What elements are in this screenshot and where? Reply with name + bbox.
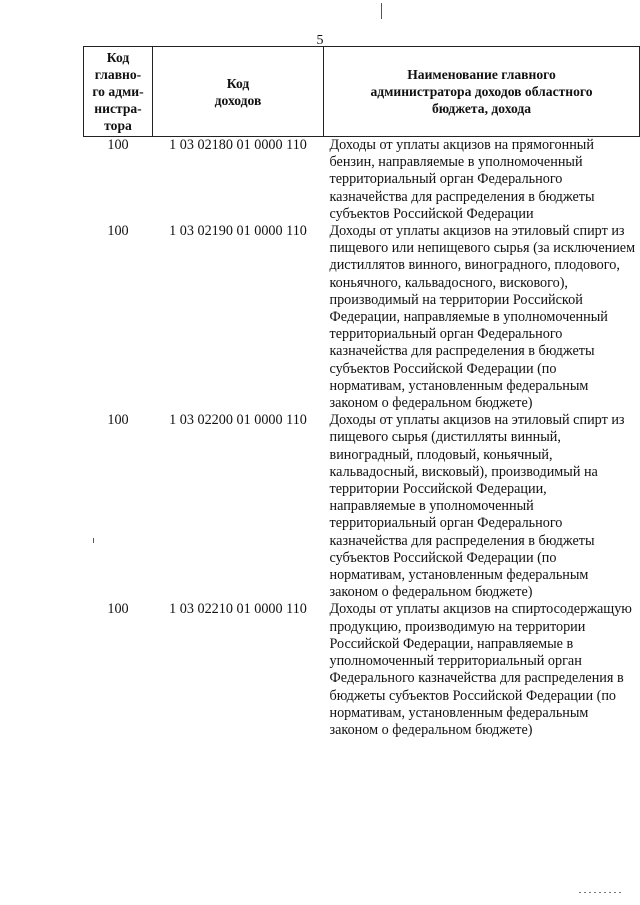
income-admin-table xyxy=(83,46,640,739)
header-name-line: бюджета, дохода xyxy=(431,101,532,116)
scan-artifact-mark xyxy=(579,892,623,893)
income-name-cell: Доходы от уплаты акцизов на этиловый спирт из пищевого или непищевого сырья (за исключением дистиллятов винного, виноградного, плодового, коньячного, кальвадосного, вискового), производимый на территории Российской Федерации, направляемые в уполномоченный территориальный орган Федерального казначейства для распределения в бюджеты субъектов Российской Федерации (по нормативам, установленным федеральным законом о федеральном бюджете) xyxy=(329,223,636,412)
income-code-cell: 1 03 02200 01 0000 110 xyxy=(169,412,307,429)
header-name-line: Наименование главного xyxy=(407,67,556,82)
page-number: 5 xyxy=(316,33,324,48)
header-admin-code-line: нистра- xyxy=(94,101,142,116)
table-row xyxy=(84,601,640,739)
income-name-cell: Доходы от уплаты акцизов на прямогонный бензин, направляемые в уполномоченный территориальный орган Федерального казначейства для распределения в бюджеты субъектов Российской Федерации xyxy=(329,137,595,222)
admin-code-cell: 100 xyxy=(107,223,129,240)
header-name-line: администратора доходов областного xyxy=(370,84,593,99)
header-income-code-line: доходов xyxy=(214,92,262,108)
admin-code-cell: 100 xyxy=(107,412,129,429)
header-admin-code-line: го адми- xyxy=(92,84,144,99)
header-admin-code xyxy=(84,47,153,137)
scan-artifact-mark xyxy=(381,3,382,19)
table-row xyxy=(84,412,640,601)
admin-code-cell: 100 xyxy=(107,601,129,618)
income-code-cell: 1 03 02210 01 0000 110 xyxy=(169,601,307,618)
income-code-cell: 1 03 02190 01 0000 110 xyxy=(169,223,307,240)
table-row xyxy=(84,137,640,224)
header-name xyxy=(324,47,640,137)
income-name-cell: Доходы от уплаты акцизов на этиловый спирт из пищевого сырья (дистилляты винный, виноградный, плодовый, коньячный, кальвадосный, висковый), производимый на территории Российской Федерации, направляемые в уполномоченный территориальный орган Федерального казначейства для распределения в бюджеты субъектов Российской Федерации (по нормативам, установленным федеральным законом о федеральном бюджете) xyxy=(329,412,625,601)
table-header-row xyxy=(84,47,640,137)
admin-code-cell: 100 xyxy=(107,137,129,153)
header-admin-code-line: тора xyxy=(104,118,132,133)
header-income-code-line: Код xyxy=(226,75,250,91)
income-name-cell: Доходы от уплаты акцизов на спиртосодержащую продукцию, производимую на территории Российской Федерации, направляемые в уполномоченный территориальный орган Федерального казначейства для распределения в бюджеты субъектов Российской Федерации (по нормативам, установленным федеральным законом о федеральном бюджете) xyxy=(329,601,632,738)
income-code-cell: 1 03 02180 01 0000 110 xyxy=(169,137,307,153)
header-admin-code-line: главно- xyxy=(94,67,142,82)
header-admin-code-line: Код xyxy=(106,50,130,65)
header-income-code xyxy=(153,47,324,137)
table-row xyxy=(84,223,640,412)
